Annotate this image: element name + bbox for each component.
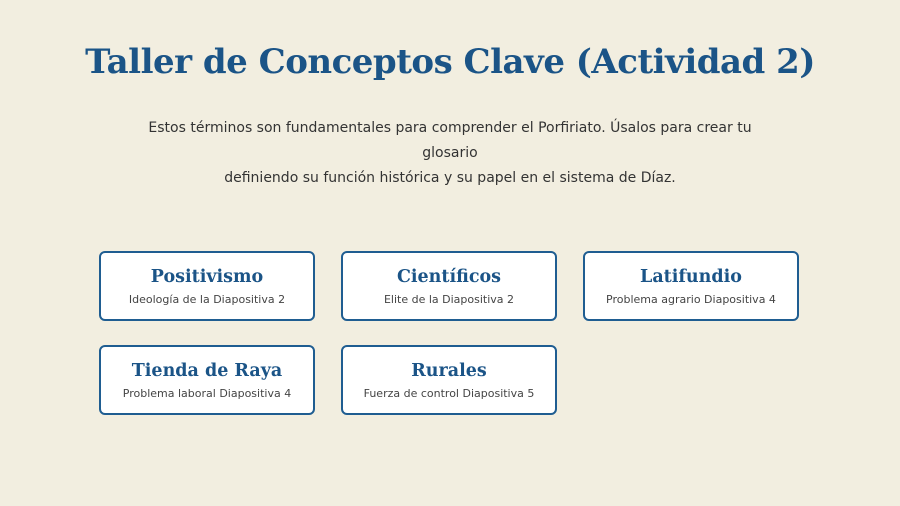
concept-term: Positivismo (150, 267, 264, 287)
concept-card-tienda-de-raya (99, 345, 315, 415)
concept-description: Ideología de la Diapositiva 2 (128, 293, 286, 306)
concept-term: Rurales (411, 361, 487, 381)
concept-term: Científicos (396, 267, 502, 287)
concept-card-cientificos (341, 251, 557, 321)
concept-description: Problema agrario Diapositiva 4 (606, 293, 776, 306)
concept-card-latifundio (583, 251, 799, 321)
concept-description: Problema laboral Diapositiva 4 (122, 387, 292, 400)
concept-term: Latifundio (640, 267, 742, 287)
slide-intro-line-1: Estos términos son fundamentales para comprender el Porfiriato. Úsalos para crear tu glosario (148, 120, 752, 161)
concept-term: Tienda de Raya (131, 361, 283, 381)
concept-card-positivismo (99, 251, 315, 321)
concept-card-rurales (341, 345, 557, 415)
slide-intro-line-2: definiendo su función histórica y su papel en el sistema de Díaz. (224, 170, 676, 186)
concept-description: Fuerza de control Diapositiva 5 (363, 387, 535, 400)
slide-title: Taller de Conceptos Clave (Actividad 2) (85, 42, 815, 82)
concept-description: Elite de la Diapositiva 2 (383, 293, 515, 306)
slide-intro (120, 116, 780, 191)
